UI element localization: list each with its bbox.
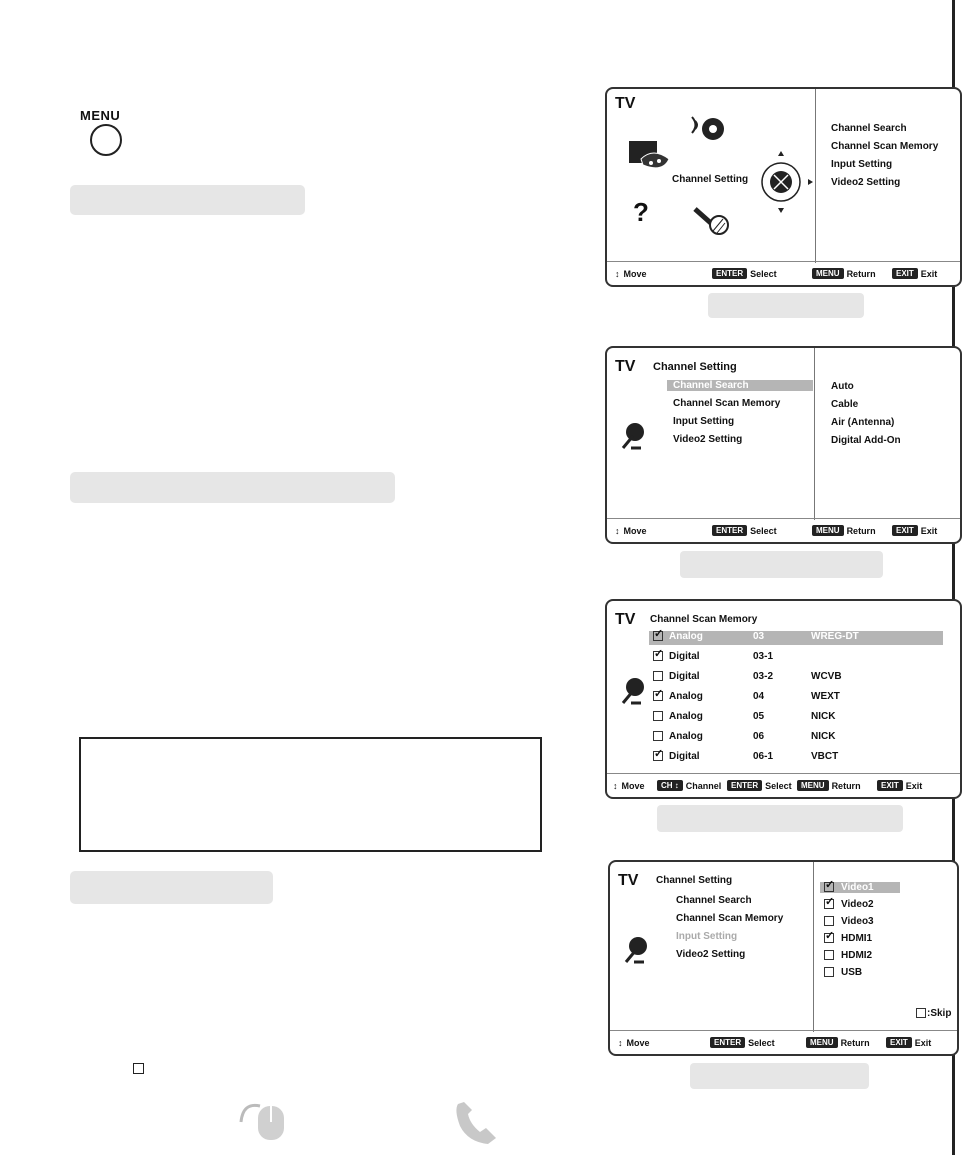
menu-item-channel-scan-memory[interactable]: Channel Scan Memory — [831, 141, 939, 152]
tv-label: TV — [615, 611, 636, 628]
channel-type: Digital — [669, 671, 700, 682]
screen-title: Channel Setting — [653, 361, 737, 373]
setup-tools-icon — [691, 203, 735, 237]
move-hint: ↕ Move — [615, 525, 647, 536]
channel-row-selected[interactable] — [649, 631, 943, 645]
section-heading-bar-2 — [70, 472, 395, 503]
input-item[interactable] — [820, 950, 900, 961]
skip-legend: :Skip — [916, 1008, 951, 1019]
move-hint: ↕ Move — [613, 780, 645, 791]
updown-arrow-icon: ↕ — [615, 268, 620, 279]
checked-checkbox-icon[interactable] — [653, 691, 663, 701]
exit-hint: EXIT Exit — [892, 268, 937, 279]
enter-select-hint: ENTER Select — [712, 268, 812, 279]
option-digital-add-on[interactable]: Digital Add-On — [831, 435, 901, 446]
section-heading-bar-1 — [70, 185, 305, 215]
menu-return-hint: MENU Return — [812, 268, 892, 279]
menu-item-channel-search[interactable]: Channel Search — [676, 895, 752, 906]
option-auto[interactable]: Auto — [831, 381, 854, 392]
menu-item-video2-setting[interactable]: Video2 Setting — [831, 177, 901, 188]
osd-screen-input-setting — [608, 860, 959, 1056]
updown-arrow-icon: ↕ — [615, 525, 620, 536]
channel-number: 06-1 — [753, 751, 774, 762]
menu-return-hint: MENU Return — [812, 525, 892, 536]
channel-name: WEXT — [811, 691, 840, 702]
menu-item-channel-search-selected[interactable]: Channel Search — [667, 380, 813, 391]
channel-name: WREG-DT — [811, 631, 859, 642]
input-item[interactable] — [820, 916, 900, 927]
checked-checkbox-icon[interactable] — [824, 933, 834, 943]
enter-select-hint: ENTER Select — [712, 525, 812, 536]
sound-icon — [689, 111, 729, 147]
menu-button-label: MENU — [80, 108, 121, 123]
caption-bar-1 — [708, 293, 864, 318]
checked-checkbox-icon[interactable] — [653, 651, 663, 661]
osd-footer — [607, 518, 960, 542]
channel-type: Analog — [669, 731, 703, 742]
channel-row[interactable] — [649, 671, 943, 685]
menu-item-video2-setting[interactable]: Video2 Setting — [673, 434, 743, 445]
osd-screen-channel-setting — [605, 346, 962, 544]
updown-arrow-icon: ↕ — [618, 1037, 623, 1048]
input-label: HDMI2 — [841, 950, 873, 961]
screen-title: Channel Setting — [656, 875, 733, 886]
move-hint: ↕ Move — [615, 268, 647, 279]
checked-checkbox-icon[interactable] — [824, 899, 834, 909]
osd-footer — [607, 773, 960, 797]
channel-satellite-icon — [622, 934, 650, 964]
tv-label: TV — [615, 95, 636, 112]
menu-item-channel-scan-memory[interactable]: Channel Scan Memory — [676, 913, 784, 924]
ch-channel-hint: CH ↕ Channel — [657, 780, 727, 791]
osd-screen-channel-scan-memory — [605, 599, 962, 799]
channel-name: NICK — [811, 711, 836, 722]
channel-type: Analog — [669, 691, 703, 702]
screen-title: Channel Scan Memory — [650, 614, 758, 625]
unchecked-checkbox-icon[interactable] — [653, 731, 663, 741]
checkbox-symbol — [133, 1063, 144, 1074]
unchecked-checkbox-icon[interactable] — [824, 916, 834, 926]
input-item[interactable] — [820, 967, 900, 978]
menu-return-hint: MENU Return — [806, 1037, 886, 1048]
input-label: Video1 — [841, 882, 874, 893]
caption-bar-2 — [680, 551, 883, 578]
channel-name: VBCT — [811, 751, 839, 762]
tv-label: TV — [615, 358, 636, 375]
menu-item-input-setting-active[interactable]: Input Setting — [676, 931, 738, 942]
menu-item-channel-search[interactable]: Channel Search — [831, 123, 907, 134]
menu-item-input-setting[interactable]: Input Setting — [831, 159, 893, 170]
channel-number: 03 — [753, 631, 765, 642]
exit-hint: EXIT Exit — [886, 1037, 931, 1048]
unchecked-checkbox-icon[interactable] — [653, 711, 663, 721]
channel-row[interactable] — [649, 731, 943, 745]
panel-divider — [815, 89, 817, 263]
checked-checkbox-icon[interactable] — [653, 631, 663, 641]
panel-divider — [813, 862, 815, 1032]
input-label: Video2 — [841, 899, 874, 910]
osd-footer — [610, 1030, 957, 1054]
channel-satellite-icon — [619, 675, 647, 705]
enter-select-hint: ENTER Select — [727, 780, 797, 791]
center-menu-label: Channel Setting — [672, 174, 749, 185]
section-heading-bar-3 — [70, 871, 273, 904]
channel-setting-selector-icon[interactable] — [753, 149, 815, 215]
phone-icon — [452, 1100, 502, 1150]
help-icon: ? — [633, 197, 649, 227]
tv-label: TV — [618, 872, 639, 889]
exit-hint: EXIT Exit — [877, 780, 922, 791]
osd-screen-main-menu — [605, 87, 962, 287]
osd-footer — [607, 261, 960, 285]
input-item[interactable] — [820, 899, 900, 910]
channel-row[interactable] — [649, 751, 943, 765]
channel-number: 03-2 — [753, 671, 774, 682]
panel-divider — [814, 348, 816, 520]
channel-type: Digital — [669, 651, 700, 662]
channel-type: Analog — [669, 631, 703, 642]
menu-button-illustration — [80, 108, 140, 158]
option-air-antenna[interactable]: Air (Antenna) — [831, 417, 895, 428]
checked-checkbox-icon[interactable] — [824, 882, 834, 892]
menu-item-video2-setting[interactable]: Video2 Setting — [676, 949, 746, 960]
channel-number: 05 — [753, 711, 765, 722]
channel-row[interactable] — [649, 711, 943, 725]
exit-hint: EXIT Exit — [892, 525, 937, 536]
move-hint: ↕ Move — [618, 1037, 650, 1048]
updown-arrow-icon: ↕ — [613, 780, 618, 791]
input-label: USB — [841, 967, 863, 978]
input-item[interactable] — [820, 933, 900, 944]
channel-number: 04 — [753, 691, 765, 702]
unchecked-checkbox-icon[interactable] — [653, 671, 663, 681]
channel-type: Digital — [669, 751, 700, 762]
channel-name: NICK — [811, 731, 836, 742]
input-label: Video3 — [841, 916, 874, 927]
channel-satellite-icon — [619, 420, 647, 450]
menu-button-circle — [90, 124, 122, 156]
channel-row[interactable] — [649, 691, 943, 705]
enter-select-hint: ENTER Select — [710, 1037, 806, 1048]
unchecked-checkbox-icon[interactable] — [824, 967, 834, 977]
channel-row[interactable] — [649, 651, 943, 665]
channel-number: 06 — [753, 731, 765, 742]
input-label: HDMI1 — [841, 933, 873, 944]
caption-bar-3 — [657, 805, 903, 832]
channel-number: 03-1 — [753, 651, 774, 662]
caption-bar-4 — [690, 1063, 869, 1089]
channel-name: WCVB — [811, 671, 842, 682]
checked-checkbox-icon[interactable] — [653, 751, 663, 761]
menu-item-channel-scan-memory[interactable]: Channel Scan Memory — [673, 398, 781, 409]
unchecked-checkbox-icon[interactable] — [824, 950, 834, 960]
input-item-selected[interactable] — [820, 882, 900, 893]
checkbox-icon — [916, 1008, 926, 1018]
note-box — [79, 737, 542, 852]
option-cable[interactable]: Cable — [831, 399, 859, 410]
menu-item-input-setting[interactable]: Input Setting — [673, 416, 735, 427]
channel-type: Analog — [669, 711, 703, 722]
mouse-icon — [238, 1092, 288, 1142]
menu-return-hint: MENU Return — [797, 780, 877, 791]
picture-icon — [627, 137, 673, 177]
